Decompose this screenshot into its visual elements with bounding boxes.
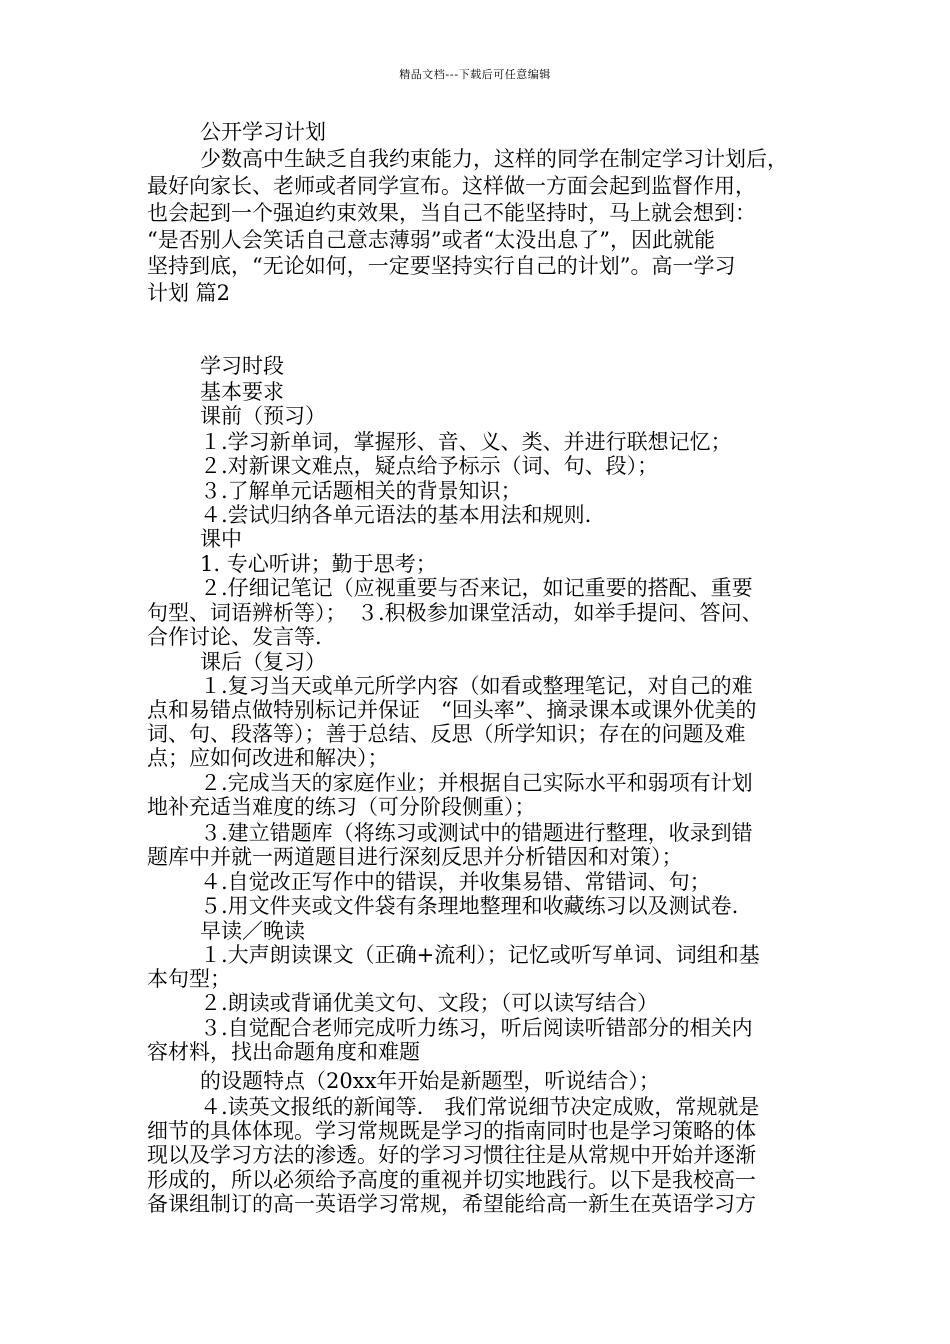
- list-item: 词、句、段落等）；善于总结、反思（所学知识；存在的问题及难: [147, 722, 746, 746]
- list-item: 点；应如何改进和解决）；: [147, 746, 389, 770]
- list-item: ２.对新课文难点，疑点给予标示（词、句、段）；: [200, 454, 659, 478]
- list-item: ３.自觉配合老师完成听力练习，听后阅读听错部分的相关内: [200, 1016, 753, 1040]
- paragraph-line: 也会起到一个强迫约束效果，当自己不能坚持时，马上就会想到：: [147, 201, 756, 225]
- subsection-title: 早读／晚读: [200, 919, 305, 943]
- table-heading: 基本要求: [200, 380, 284, 404]
- list-item: 的设题特点（20xx年开始是新题型，听说结合）；: [200, 1069, 660, 1093]
- paragraph-line: 少数高中生缺乏自我约束能力，这样的同学在制定学习计划后，: [200, 147, 788, 171]
- subsection-title: 课后（复习）: [200, 650, 326, 674]
- list-item: 1. 专心听讲；勤于思考；: [200, 552, 437, 576]
- paragraph-line: 最好向家长、老师或者同学宣布。这样做一方面会起到监督作用，: [147, 174, 756, 198]
- list-item: １.大声朗读课文（正确+流利）；记忆或听写单词、词组和基: [200, 943, 760, 967]
- list-item: 点和易错点做特别标记并保证 “回头率”、摘录课本或课外优美的: [147, 698, 757, 722]
- list-item: ２.朗读或背诵优美文句、文段；（可以读写结合）: [200, 991, 659, 1015]
- paragraph-line: 细节的具体体现。学习常规既是学习的指南同时也是学习策略的体: [147, 1119, 756, 1143]
- paragraph-line: 计划 篇2: [147, 281, 231, 305]
- subsection-title: 课中: [200, 527, 242, 551]
- section-title: 公开学习计划: [200, 120, 326, 144]
- list-item: ２.完成当天的家庭作业；并根据自己实际水平和弱项有计划: [200, 771, 753, 795]
- list-item: 合作讨论、发言等.: [147, 625, 322, 649]
- list-item: 容材料，找出命题角度和难题: [147, 1040, 420, 1064]
- list-item: ３.建立错题库（将练习或测试中的错题进行整理，收录到错: [200, 821, 753, 845]
- paragraph-line: 形成的，所以必须给予高度的重视并切实地践行。以下是我校高一: [147, 1168, 756, 1192]
- list-item: ４.尝试归纳各单元语法的基本用法和规则.: [200, 503, 592, 527]
- list-item: 本句型；: [147, 967, 231, 991]
- paragraph-line: 备课组制订的高一英语学习常规，希望能给高一新生在英语学习方: [147, 1192, 756, 1216]
- list-item: １.复习当天或单元所学内容（如看或整理笔记，对自己的难: [200, 674, 753, 698]
- list-item: ３.了解单元话题相关的背景知识；: [200, 479, 522, 503]
- subsection-title: 课前（预习）: [200, 404, 326, 428]
- paragraph-line: “是否别人会笑话自己意志薄弱”或者“太没出息了”，因此就能: [147, 228, 715, 252]
- list-item: 地补充适当难度的练习（可分阶段侧重）；: [147, 795, 536, 819]
- page-header: 精品文档---下载后可任意编辑: [399, 68, 551, 81]
- list-item: １.学习新单词，掌握形、音、义、类、并进行联想记忆；: [200, 430, 732, 454]
- list-item: 题库中并就一两道题目进行深刻反思并分析错因和对策）；: [147, 845, 683, 869]
- list-item: ２.仔细记笔记（应视重要与否来记，如记重要的搭配、重要: [200, 576, 753, 600]
- list-item: ４.读英文报纸的新闻等. 我们常说细节决定成败，常规就是: [200, 1095, 760, 1119]
- paragraph-line: 现以及学习方法的渗透。好的学习习惯往往是从常规中开始并逐渐: [147, 1143, 756, 1167]
- table-heading: 学习时段: [200, 354, 284, 378]
- paragraph-line: 坚持到底，“无论如何，一定要坚持实行自己的计划”。高一学习: [147, 254, 736, 278]
- list-item: ４.自觉改正写作中的错误，并收集易错、常错词、句；: [200, 870, 711, 894]
- list-item: 句型、词语辨析等）； ３.积极参加课堂活动，如举手提问、答问、: [147, 601, 763, 625]
- list-item: ５.用文件夹或文件袋有条理地整理和收藏练习以及测试卷.: [200, 894, 739, 918]
